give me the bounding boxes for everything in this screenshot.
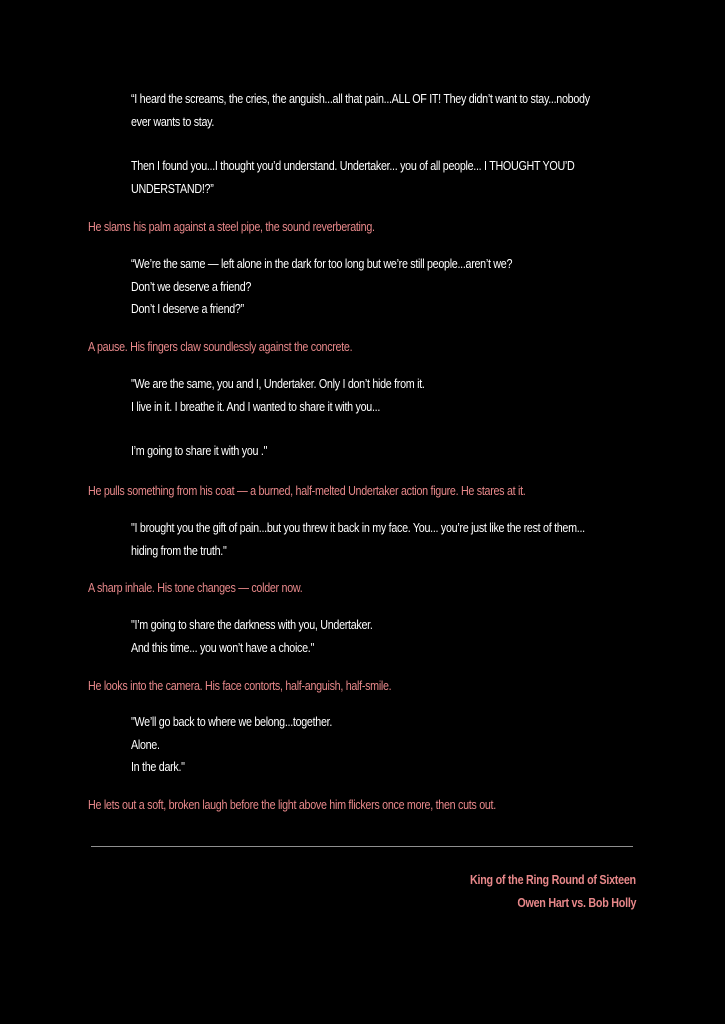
dialogue-line: "I’m going to share the darkness with you, Undertaker. bbox=[131, 618, 373, 632]
stage-direction: He looks into the camera. His face contorts, half-anguish, half-smile. bbox=[88, 679, 392, 693]
dialogue-block bbox=[131, 614, 641, 659]
stage-direction: A sharp inhale. His tone changes — colder now. bbox=[88, 581, 303, 595]
dialogue-block bbox=[131, 88, 641, 200]
dialogue-line: Then I found you...I thought you’d understand. Undertaker... you of all people... I THOUGHT YOU’D bbox=[131, 159, 575, 173]
dialogue-line: UNDERSTAND!?” bbox=[131, 181, 214, 196]
dialogue-line: In the dark." bbox=[131, 760, 185, 774]
dialogue-block bbox=[131, 373, 641, 463]
episode-title: King of the Ring Round of Sixteen bbox=[470, 873, 636, 887]
dialogue-line: hiding from the truth." bbox=[131, 543, 227, 558]
dialogue-line: “We’re the same — left alone in the dark for too long but we’re still people...aren’t we? bbox=[131, 257, 513, 271]
dialogue-line: Alone. bbox=[131, 737, 160, 752]
paragraph-gap bbox=[131, 133, 641, 155]
dialogue-line: I’m going to share it with you ." bbox=[131, 444, 268, 458]
dialogue-block bbox=[131, 253, 641, 321]
dialogue-line: And this time... you won’t have a choice." bbox=[131, 640, 314, 655]
dialogue-block bbox=[131, 517, 641, 562]
section-divider bbox=[91, 846, 633, 847]
stage-direction: A pause. His fingers claw soundlessly against the concrete. bbox=[88, 340, 353, 354]
dialogue-line: Don’t I deserve a friend?” bbox=[131, 302, 244, 316]
dialogue-line: ever wants to stay. bbox=[131, 114, 215, 129]
stage-direction: He slams his palm against a steel pipe, the sound reverberating. bbox=[88, 220, 375, 234]
stage-direction: He lets out a soft, broken laugh before the light above him flickers once more, then cuts out. bbox=[88, 798, 496, 812]
paragraph-gap bbox=[131, 418, 641, 440]
dialogue-line: "I brought you the gift of pain...but you threw it back in my face. You... you’re just like the rest of them... bbox=[131, 521, 585, 535]
match-title: Owen Hart vs. Bob Holly bbox=[517, 896, 636, 910]
dialogue-line: Don’t we deserve a friend? bbox=[131, 279, 252, 294]
dialogue-line: “I heard the screams, the cries, the anguish...all that pain...ALL OF IT! They didn’t want to stay...nobody bbox=[131, 92, 590, 106]
dialogue-line: I live in it. I breathe it. And I wanted to share it with you... bbox=[131, 399, 381, 414]
stage-direction: He pulls something from his coat — a burned, half-melted Undertaker action figure. He stares at it. bbox=[88, 484, 526, 498]
dialogue-block bbox=[131, 711, 641, 779]
dialogue-line: "We are the same, you and I, Undertaker. Only I don’t hide from it. bbox=[131, 377, 425, 391]
dialogue-line: "We’ll go back to where we belong...together. bbox=[131, 715, 333, 729]
